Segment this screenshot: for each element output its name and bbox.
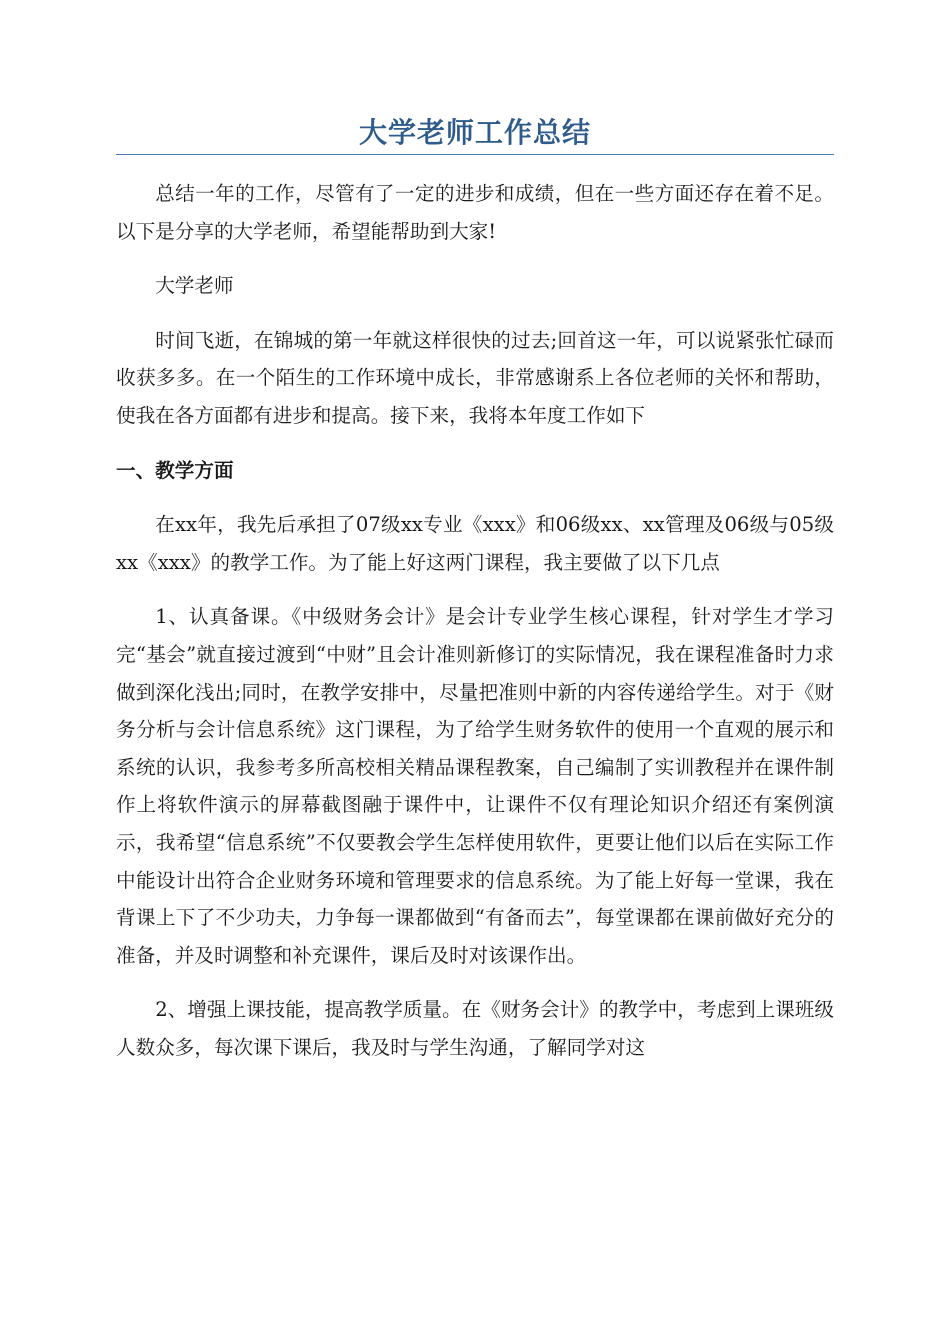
section-heading-teaching: 一、教学方面 [116,458,234,482]
body-paragraph-1: 时间飞逝，在锦城的第一年就这样很快的过去;回首这一年，可以说紧张忙碌而收获多多。在一个陌生的工作环境中成长，非常感谢系上各位老师的关怀和帮助，使我在各方面都有进步和提高。接下来，我将本年度工作如下 [116,328,834,427]
paragraph-gap [116,581,834,598]
title-underline [116,154,834,155]
body-paragraph-4: 2、增强上课技能，提高教学质量。在《财务会计》的教学中，考虑到上课班级人数众多，每次课下课后，我及时与学生沟通，了解同学对这 [116,998,834,1059]
body-paragraph-3: 1、认真备课。《中级财务会计》是会计专业学生核心课程，针对学生才学习完“基会”就直接过渡到“中财”且会计准则新修订的实际情况，我在课程准备时力求做到深化浅出;同时，在教学安排中，尽量把准则中新的内容传递给学生。对于《财务分析与会计信息系统》这门课程，为了给学生财务软件的使用一个直观的展示和系统的认识，我参考多所高校相关精品课程教案，自己编制了实训教程并在课件制作上将软件演示的屏幕截图融于课件中，让课件不仅有理论知识介绍还有案例演示，我希望“信息系统”不仅要教会学生怎样使用软件，更要让他们以后在实际工作中能设计出符合企业财务环境和管理要求的信息系统。为了能上好每一堂课，我在背课上下了不少功夫，力争每一课都做到“有备而去”，每堂课都在课前做好充分的准备，并及时调整和补充课件，课后及时对该课作出。 [116,605,834,967]
subtitle-paragraph: 大学老师 [155,274,234,298]
document-title: 大学老师工作总结 [358,116,591,149]
intro-paragraph: 总结一年的工作，尽管有了一定的进步和成绩，但在一些方面还存在着不足。以下是分享的大学老师，希望能帮助到大家! [116,182,834,243]
paragraph-gap [116,974,834,991]
paragraph-gap [116,435,834,452]
paragraph-gap [116,250,834,267]
paragraph-gap [116,489,834,506]
body-paragraph-2: 在xx年，我先后承担了07级xx专业《xxx》和06级xx、xx管理及06级与05级xx《xxx》的教学工作。为了能上好这两门课程，我主要做了以下几点 [116,513,834,574]
paragraph-gap [116,305,834,322]
document-page [116,110,834,1066]
